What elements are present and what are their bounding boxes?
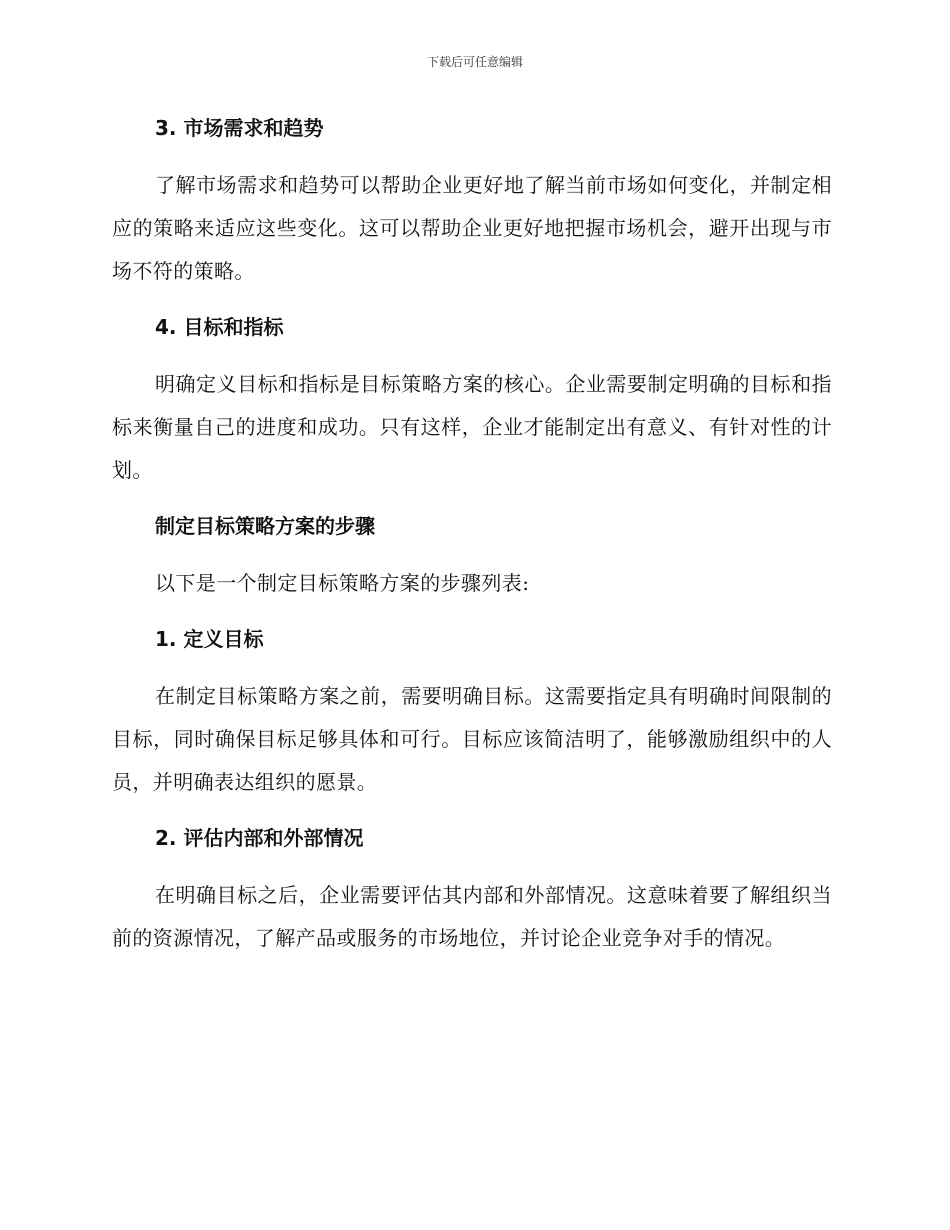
paragraph-goals-metrics: 明确定义目标和指标是目标策略方案的核心。企业需要制定明确的目标和指标来衡量自己的进度和成功。只有这样，企业才能制定出有意义、有针对性的计划。 bbox=[112, 372, 832, 482]
document-body bbox=[112, 110, 832, 976]
paragraph-define-goals: 在制定目标策略方案之前，需要明确目标。这需要指定具有明确时间限制的目标，同时确保目标足够具体和可行。目标应该简洁明了，能够激励组织中的人员，并明确表达组织的愿景。 bbox=[112, 684, 832, 794]
section-heading-define-goals: 1. 定义目标 bbox=[155, 627, 264, 651]
paragraph-steps-intro: 以下是一个制定目标策略方案的步骤列表: bbox=[155, 571, 530, 595]
section-heading-assess-situation: 2. 评估内部和外部情况 bbox=[155, 826, 364, 850]
paragraph-market-demand: 了解市场需求和趋势可以帮助企业更好地了解当前市场如何变化，并制定相应的策略来适应这些变化。这可以帮助企业更好地把握市场机会，避开出现与市场不符的策略。 bbox=[112, 173, 832, 283]
section-heading-goals-metrics: 4. 目标和指标 bbox=[155, 315, 284, 339]
page-header: 下载后可任意编辑 bbox=[426, 55, 523, 69]
section-heading-steps: 制定目标策略方案的步骤 bbox=[155, 514, 375, 538]
paragraph-assess-situation: 在明确目标之后，企业需要评估其内部和外部情况。这意味着要了解组织当前的资源情况，了解产品或服务的市场地位，并讨论企业竞争对手的情况。 bbox=[112, 883, 832, 950]
section-heading-market-demand: 3. 市场需求和趋势 bbox=[155, 116, 324, 140]
